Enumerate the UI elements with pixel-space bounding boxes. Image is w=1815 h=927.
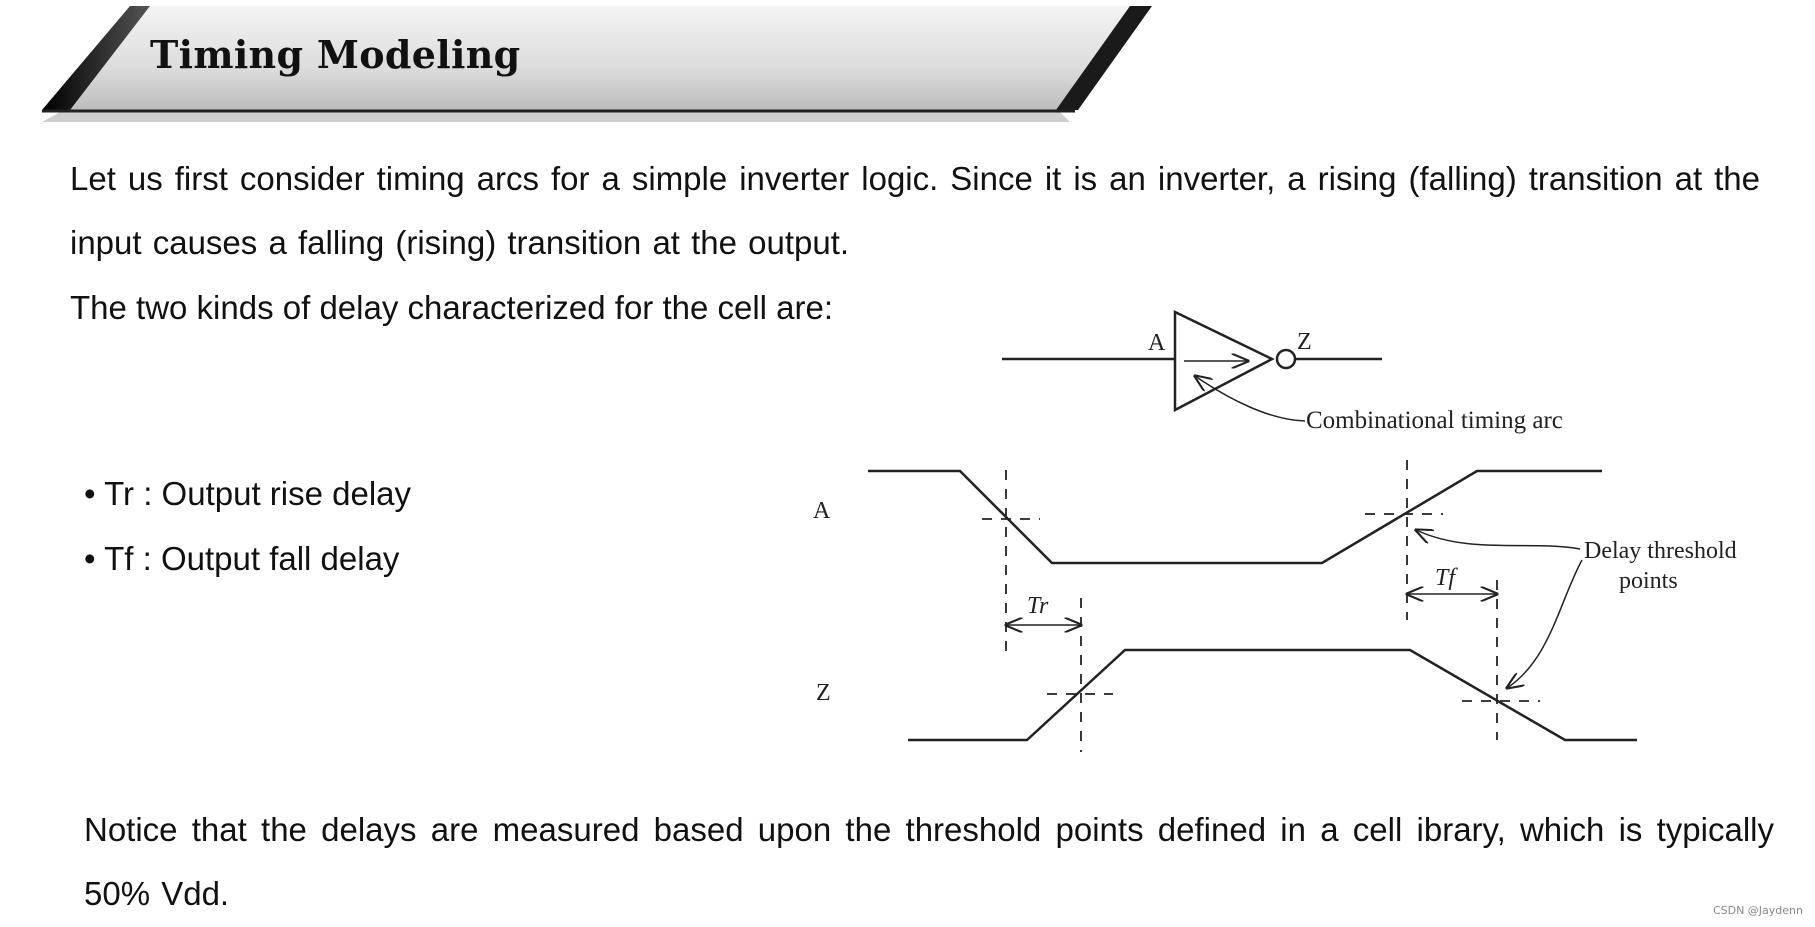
timing-arc-label: Combinational timing arc [1306,407,1563,434]
threshold-callout-upper [1416,530,1580,549]
bullet-rise-delay: • Tr : Output rise delay [84,475,412,512]
inverter-output-label: Z [1297,329,1312,355]
threshold-callout-lower [1507,560,1582,688]
page-title: Timing Modeling [150,32,521,77]
fall-delay-label: Tf [1435,565,1456,591]
rise-delay-label: Tr [1027,593,1049,619]
waveform-input-label: A [813,498,831,524]
delay-kinds-heading: The two kinds of delay characterized for the cell are: [70,289,834,326]
input-waveform [868,471,1602,563]
waveform-output-label: Z [816,680,831,706]
threshold-markers [982,460,1540,752]
threshold-label-line2: points [1619,568,1678,594]
waveforms [868,460,1637,752]
inverter-symbol [1002,312,1382,421]
notice-paragraph: Notice that the delays are measured based upon the threshold points defined in a cell ibrary, which is typically 50% Vdd. [84,811,1774,912]
watermark: CSDN @Jaydenn [1712,904,1803,917]
inverter-bubble [1277,350,1295,368]
intro-paragraph: Let us first consider timing arcs for a simple inverter logic. Since it is an inverter, a rising (falling) transition at the input causes a falling (rising) transition at the output. [70,160,1760,261]
inverter-input-label: A [1148,330,1166,356]
output-waveform [908,650,1637,740]
threshold-label-line1: Delay threshold [1584,538,1737,564]
bullet-fall-delay: • Tf : Output fall delay [84,540,400,577]
